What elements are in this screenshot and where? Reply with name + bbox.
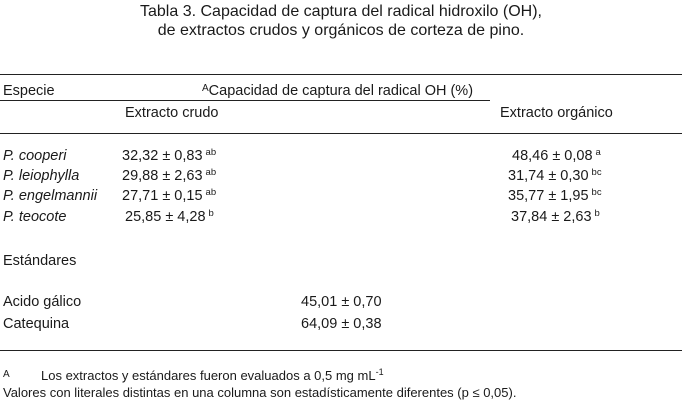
crude-value-text: 32,32 ± 0,83 — [122, 148, 203, 164]
table-title-line1: Tabla 3. Capacidad de captura del radical hidroxilo (OH), — [140, 3, 542, 20]
crude-extract-header: Extracto crudo — [125, 105, 219, 121]
organic-value-text: 37,84 ± 2,63 — [511, 209, 592, 225]
organic-value-letters: a — [595, 147, 601, 158]
organic-value-text: 48,46 ± 0,08 — [512, 148, 593, 164]
standards-heading: Estándares — [3, 253, 77, 269]
crude-value-text: 27,71 ± 0,15 — [122, 188, 203, 204]
organic-value — [508, 188, 602, 204]
organic-value — [512, 148, 601, 164]
species-name: P. engelmannii — [3, 188, 98, 204]
crude-value-letters: ab — [205, 167, 217, 178]
organic-value — [508, 168, 602, 184]
organic-extract-header: Extracto orgánico — [500, 105, 613, 121]
top-rule — [0, 74, 682, 75]
footnote-a-mark: A — [3, 369, 10, 380]
organic-value — [511, 209, 600, 225]
standard-name: Catequina — [3, 316, 70, 332]
crude-value-letters: ab — [205, 187, 217, 198]
species-name: P. leiophylla — [3, 168, 80, 184]
organic-value-letters: b — [594, 208, 600, 219]
crude-value — [122, 168, 216, 184]
standard-value: 64,09 ± 0,38 — [301, 316, 382, 332]
crude-value-letters: b — [208, 208, 214, 219]
footnote-a-text: Los extractos y estándares fueron evaluados a 0,5 mg mL — [41, 368, 376, 383]
crude-value-text: 25,85 ± 4,28 — [125, 209, 206, 225]
footnote-b: Valores con literales distintas en una columna son estadísticamente diferentes (p ≤ 0,05). — [3, 385, 517, 400]
capacity-header-text: Capacidad de captura del radical OH (%) — [208, 83, 474, 99]
organic-value-letters: bc — [591, 187, 602, 198]
organic-value-letters: bc — [591, 167, 602, 178]
species-name: P. teocote — [3, 209, 67, 225]
crude-value-letters: ab — [205, 147, 217, 158]
footnote-a — [3, 368, 384, 383]
capacity-header — [202, 83, 473, 99]
species-header: Especie — [3, 83, 55, 99]
header-rule — [0, 133, 682, 134]
species-name: P. cooperi — [3, 148, 67, 164]
standard-value: 45,01 ± 0,70 — [301, 294, 382, 310]
crude-value — [122, 188, 216, 204]
crude-value — [125, 209, 214, 225]
capacity-header-footnote-mark: A — [202, 83, 209, 94]
crude-value — [122, 148, 216, 164]
standard-name: Acido gálico — [3, 294, 82, 310]
crude-value-text: 29,88 ± 2,63 — [122, 168, 203, 184]
organic-value-text: 35,77 ± 1,95 — [508, 188, 589, 204]
footnote-a-superscript: -1 — [375, 367, 384, 377]
table-title-line2: de extractos crudos y orgánicos de corteza de pino. — [157, 22, 525, 39]
header-underline — [0, 100, 490, 101]
bottom-rule — [0, 350, 682, 351]
organic-value-text: 31,74 ± 0,30 — [508, 168, 589, 184]
